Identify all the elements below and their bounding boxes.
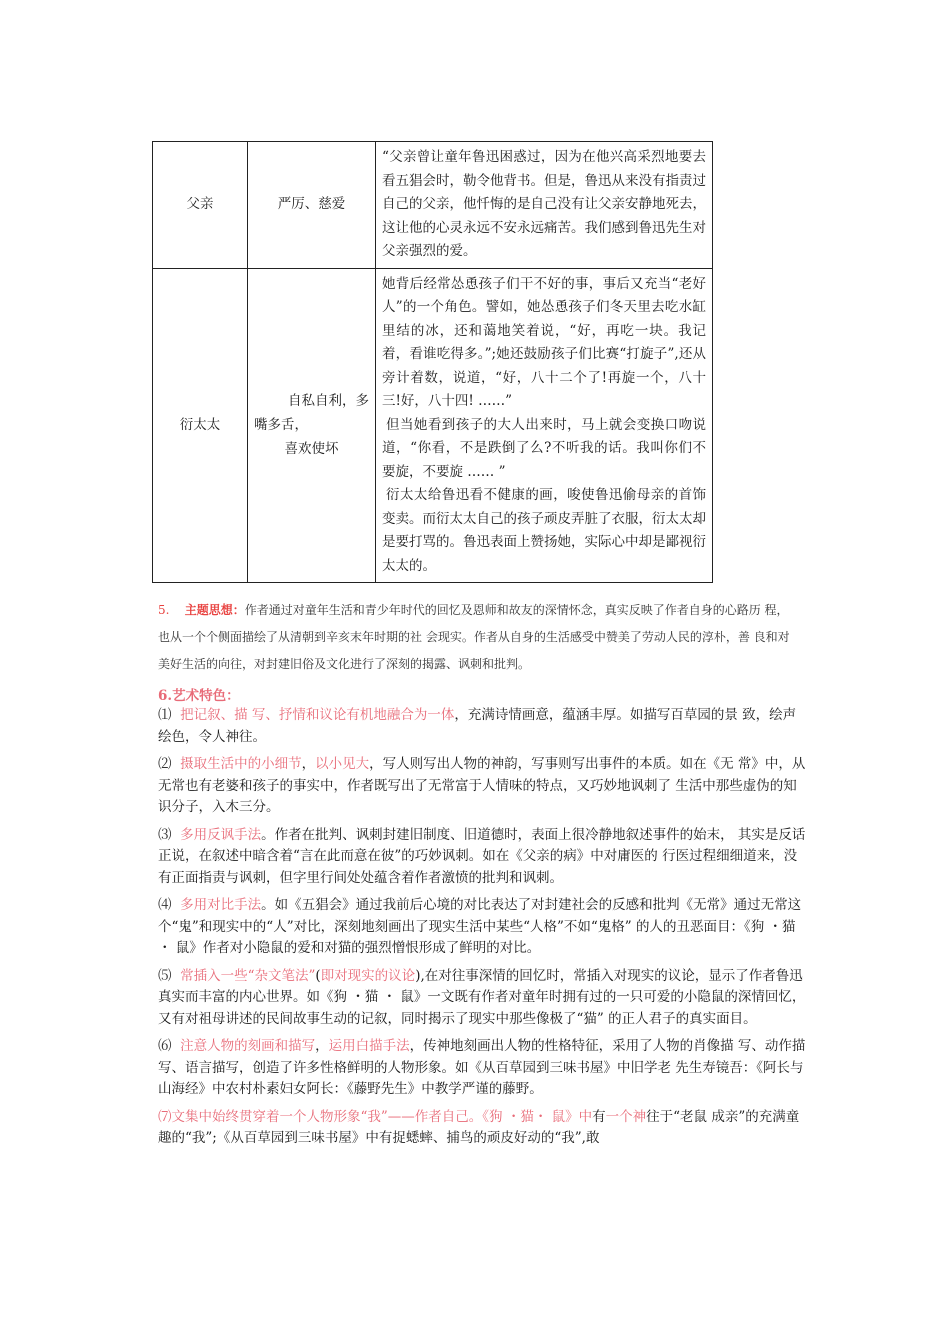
item-text: ， [315, 1038, 329, 1054]
highlight-text: 运用白描手法 [328, 1038, 410, 1054]
character-description [376, 142, 713, 269]
section-text: 作者通过对童年生活和青少年时代的回忆及恩师和故友的深情怀念，真实反映了作者自身的心路历 程，也从一个个侧面描绘了从清朝到辛亥末年时期的社 会现实。作者从自身的生活感受中赞美了劳动人民的淳朴，善 良和对美好生活的向往，对封建旧俗及文化进行了深刻的揭露、讽刺和批判。 [158, 603, 790, 671]
description-paragraph: 但当她看到孩子的大人出来时，马上就会变换口吻说道，“你看，不是跌倒了么?不听我的话。我叫你们不要旋，不要旋 …… ” [382, 416, 706, 480]
item-number: ⑹ [158, 1038, 172, 1054]
item-text: 有 [592, 1108, 606, 1125]
item-text: ，写人则写出人物的神韵，写事则写出事件的本质。如在《无 常》中，从无常也有老婆和孩子的事实中，作者既写出了无常富于人情味的特点，又巧妙地讽刺了 生活中那些虚伪的知识分子，入木三分。 [158, 756, 806, 815]
item-number: ⑺ [158, 1108, 172, 1125]
highlight-text: 多用反讽手法 [180, 826, 262, 843]
highlight-text: 以小见大 [315, 756, 370, 772]
item-text: 。作者在批判、讽刺封建旧制度、旧道德时，表面上很冷静地叙述事件的始末， 其实是反话正说，在叙述中暗含着“言在此而意在彼”的巧妙讽刺。如在《父亲的病》中对庸医的 行医过程细细道来，没有正面指责与讽刺，但字里行间处处蕴含着作者激愤的批判和讽刺。 [158, 826, 806, 886]
section-number: 5. [158, 603, 170, 617]
highlight-text: 文集中始终贯穿着一个人物形象“我”——作者自己。《狗 ・猫・ 鼠》中 [171, 1108, 593, 1125]
item-text: ， [301, 756, 316, 772]
list-item [158, 1036, 808, 1101]
section-title: 6.艺术特色： [158, 688, 240, 704]
item-text: ，充满诗情画意，蕴涵丰厚。如描写百草园的景 致，绘声绘色，令人神往。 [158, 707, 797, 745]
trait-line: 自私自利，多 [288, 393, 369, 410]
highlight-text: 常插入一些“杂文笔法” [180, 967, 316, 984]
highlight-text: 一个神 [605, 1108, 647, 1125]
highlight-text: 把记叙、描 写、抒情和议论有机地融合为一体 [180, 707, 455, 723]
trait-line: 嘴多舌， [254, 417, 308, 434]
character-description [376, 268, 713, 583]
item-text: ，传神地刻画出人物的性格特征，采用了人物的肖像描 写、动作描写、语言描写，创造了许多性格鲜明的人物形象。如《从百草园到三味书屋》中旧学老 先生寿镜吾：《阿长与山海经》中农村朴素妇女阿长：《藤野先生》中教学严谨的藤野。 [158, 1038, 806, 1097]
item-number: ⑷ [158, 897, 172, 913]
art-features-list [158, 705, 808, 1156]
trait-line: 喜欢使坏 [284, 441, 339, 458]
item-text: ( [315, 967, 321, 984]
description-paragraph: 衍太太给鲁迅看不健康的画，唆使鲁迅偷母亲的首饰变卖。而衍太太自己的孩子顽皮弄脏了衣服，衍太太却是要打骂的。鲁迅表面上赞扬她，实际心中却是鄙视衍太太的。 [382, 487, 706, 574]
list-item [158, 895, 808, 960]
section-theme [158, 597, 798, 678]
item-text: 往于“老鼠 成亲”的充满童趣的“我”;《从百草园到三味书屋》中有捉蟋蟀、捕鸟的顽皮好动的“我”,敢 [158, 1108, 800, 1146]
highlight-text: 多用对比手法 [180, 897, 262, 913]
list-item [158, 1107, 808, 1150]
highlight-text: 注意人物的刻画和描写 [180, 1038, 316, 1054]
item-number: ⑵ [158, 756, 172, 772]
list-item [158, 825, 808, 890]
highlight-text: 即对现实的议论 [320, 967, 416, 984]
character-trait [248, 268, 376, 583]
list-item [158, 705, 808, 748]
character-name: 衍太太 [153, 268, 248, 583]
character-name: 父亲 [153, 142, 248, 269]
character-table [152, 141, 713, 583]
item-number: ⑸ [158, 967, 172, 984]
table-row [153, 142, 713, 269]
character-trait: 严厉、慈爱 [248, 142, 376, 269]
description-paragraph: “父亲曾让童年鲁迅困惑过，因为在他兴高采烈地要去看五猖会时，勒令他背书。但是，鲁迅从来没有指责过自己的父亲，他忏悔的是自己没有让父亲安静地死去，这让他的心灵永远不安永远痛苦。我们感到鲁迅先生对父亲强烈的爱。 [382, 149, 706, 259]
description-paragraph: 她背后经常怂恿孩子们干不好的事，事后又充当“老好人”的一个角色。譬如，她怂恿孩子们冬天里去吃水缸里结的冰，还和蔼地笑着说，“好，再吃一块。我记着，看谁吃得多。”;她还鼓励孩子们比赛“打旋子”,还从旁计着数，说道，“好，八十二个了!再旋一个，八十三!好，八十四! ……” [382, 275, 706, 409]
item-text: ),在对往事深情的回忆时，常插入对现实的议论，显示了作者鲁迅真实而丰富的内心世界。如《狗 ・猫 ・ 鼠》一文既有作者对童年时拥有过的一只可爱的小隐鼠的深情回忆，又有对祖母讲述的民间故事生动的记叙，同时揭示了现实中那些像极了“猫” 的正人君子的真实面目。 [158, 967, 806, 1027]
section-title: 主题思想： [184, 603, 245, 617]
item-text: 。如《五猖会》通过我前后心境的对比表达了对封建社会的反感和批判《无常》通过无常这个“鬼”和现实中的“人”对比，深刻地刻画出了现实生活中某些“人格”不如“鬼格” 的人的丑恶面目：《狗 ・猫 ・ 鼠》作者对小隐鼠的爱和对猫的强烈憎恨形成了鲜明的对比。 [158, 897, 802, 956]
item-number: ⑶ [158, 826, 172, 843]
highlight-text: 摄取生活中的小细节 [180, 756, 302, 772]
list-item [158, 966, 808, 1031]
list-item [158, 754, 808, 819]
item-number: ⑴ [158, 707, 172, 723]
table-row [153, 268, 713, 583]
